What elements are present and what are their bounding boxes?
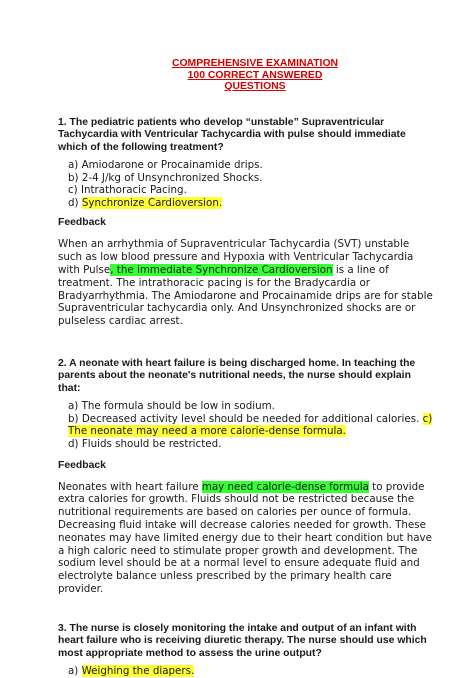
q1-option-b: b) 2-4 J/kg of Unsynchronized Shocks. [68, 171, 263, 184]
q2-feedback-hl: may need calorie-dense formula [201, 480, 369, 493]
question-3: 3. The nurse is closely monitoring the intake and output of an infant with heart failure who is receiving diuretic therapy. The nurse should use which most appropriate method to assess the urine output? [58, 622, 427, 659]
q2-option-a: a) The formula should be low in sodium. [68, 400, 275, 413]
question-1: 1. The pediatric patients who develop “unstable” Supraventricular Tachycardia with Ventricular Tachycardia with pulse should immediate which of the following treatment? [58, 116, 406, 153]
q3-correct-answer: Weighing the diapers. [81, 664, 195, 677]
q2-option-b-text: b) Decreased activity level should be needed for additional calories. [68, 412, 423, 425]
q1-feedback-post: is a line of treatment. The intrathoracic pacing is for the Bradycardia or Bradyarrhythmia. The Amiodarone and Procainamide drips are for stable Supraventricular tachycardia only. And Unsynchronized shocks are or pulseless cardiac arrest. [58, 263, 433, 328]
q1-option-d [68, 197, 434, 210]
q2-feedback-text [58, 481, 434, 596]
title-line-3: QUESTIONS [224, 81, 286, 93]
question-3-options [68, 665, 434, 678]
question-2-options [68, 400, 434, 450]
q1-feedback-hl2: Synchronize Cardioversion [195, 263, 333, 276]
q2-feedback-pre: Neonates with heart failure [58, 480, 202, 493]
q1-option-d-prefix: d) [68, 196, 82, 209]
q2-option-d: d) Fluids should be restricted. [68, 437, 222, 450]
q1-feedback-text [58, 238, 434, 328]
q1-feedback-pre: When an arrhythmia of Supraventricular Tachycardia (SVT) unstable such as low blood pressure and Hypoxia with Ventricular Tachycardia with Pulse [58, 238, 414, 276]
question-1-options [68, 159, 434, 209]
title-line-1: COMPREHENSIVE EXAMINATION [171, 58, 339, 69]
q1-feedback-hl1: , the immediate [110, 263, 196, 276]
title-line-2: 100 CORRECT ANSWERED [187, 69, 323, 81]
q2-correct-answer: c) The neonate may need a more calorie-dense formula. [68, 412, 433, 438]
q1-correct-answer: Synchronize Cardioversion. [81, 196, 223, 209]
q2-option-b [68, 413, 434, 438]
q1-feedback-heading: Feedback [58, 217, 106, 229]
q3-option-a-prefix: a) [68, 664, 82, 677]
q2-feedback-heading: Feedback [58, 459, 106, 471]
q1-option-a: a) Amiodarone or Procainamide drips. [68, 159, 263, 171]
document-title [58, 58, 452, 93]
q3-option-a [68, 665, 434, 678]
q1-option-c: c) Intrathoracic Pacing. [68, 184, 187, 197]
question-2: 2. A neonate with heart failure is being discharged home. In teaching the parents about the neonate's nutritional needs, the nurse should explain that: [58, 357, 416, 394]
q2-feedback-post: to provide extra calories for growth. Fluids should not be restricted because the nutritional requirements are based on calories per ounce of formula. Decreasing fluid intake will decrease calories needed for growth. These neonates may have limited energy due to their heart condition but have a high caloric need to stimulate proper growth and development. The sodium level should be at a normal level to ensure adequate fluid and electrolyte balance unless prescribed by the primary health care provider. [58, 480, 432, 595]
